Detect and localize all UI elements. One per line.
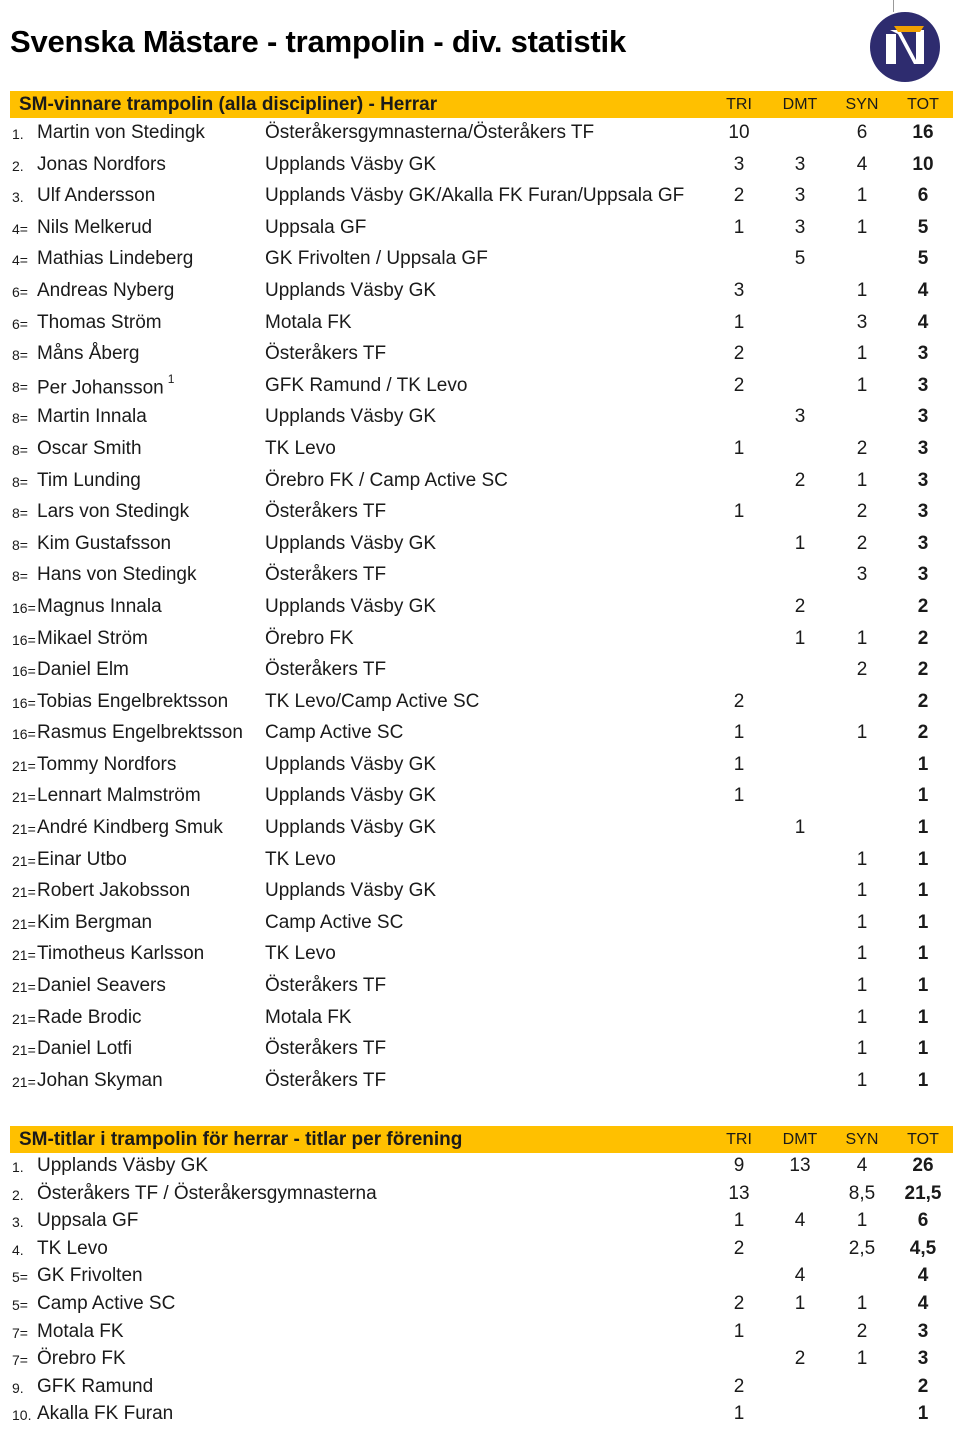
club-cell: Upplands Väsby GK <box>265 279 437 301</box>
table-row <box>10 122 953 154</box>
syn-cell: 4 <box>856 153 868 175</box>
rank-cell: 5= <box>12 1269 28 1286</box>
rank-cell: 8= <box>12 347 28 364</box>
table-row <box>10 185 953 217</box>
name-cell: Motala FK <box>37 1320 124 1342</box>
tri-cell: 3 <box>733 153 745 175</box>
name-cell: Camp Active SC <box>37 1292 176 1314</box>
rank-cell: 9. <box>12 1379 24 1396</box>
tot-cell: 1 <box>917 1006 929 1028</box>
rank-cell: 8= <box>12 505 28 522</box>
club-cell: GFK Ramund / TK Levo <box>265 374 468 396</box>
table-row <box>10 912 953 944</box>
name-cell: Tim Lunding <box>37 469 141 491</box>
tri-cell: 13 <box>728 1182 750 1204</box>
syn-cell: 6 <box>856 122 868 143</box>
tot-cell: 10 <box>912 153 934 175</box>
rank-cell: 5= <box>12 1296 28 1313</box>
rank-cell: 16= <box>12 663 36 680</box>
tot-cell: 3 <box>917 1348 929 1370</box>
syn-cell: 1 <box>856 911 868 933</box>
tot-cell: 2 <box>917 722 929 744</box>
dmt-cell: 2 <box>794 595 806 617</box>
tot-cell: 3 <box>917 1320 929 1342</box>
tot-cell: 4 <box>917 1265 929 1287</box>
tot-cell: 6 <box>917 1210 929 1232</box>
syn-cell: 1 <box>856 880 868 902</box>
rank-cell: 6= <box>12 283 28 300</box>
club-cell: Österåkers TF <box>265 564 387 586</box>
club-cell: Örebro FK / Camp Active SC <box>265 469 508 491</box>
table-row <box>10 596 953 628</box>
rank-cell: 6= <box>12 315 28 332</box>
table-row <box>10 371 953 407</box>
syn-cell: 1 <box>856 216 868 238</box>
club-cell: Motala FK <box>265 1006 352 1028</box>
rank-cell: 7= <box>12 1324 28 1341</box>
syn-cell: 1 <box>856 848 868 870</box>
name-cell: André Kindberg Smuk <box>37 817 223 839</box>
table-row <box>10 1210 953 1238</box>
syn-cell: 2 <box>856 1320 868 1342</box>
rank-cell: 21= <box>12 757 36 774</box>
table-row <box>10 754 953 786</box>
dmt-cell: 1 <box>794 1292 806 1314</box>
rank-cell: 7= <box>12 1352 28 1369</box>
rank-cell: 4= <box>12 220 28 237</box>
club-cell: Camp Active SC <box>265 722 404 744</box>
rank-cell: 21= <box>12 915 36 932</box>
dmt-cell: 3 <box>794 153 806 175</box>
rank-cell: 2. <box>12 157 24 174</box>
table-row <box>10 1348 953 1376</box>
club-cell: Upplands Väsby GK <box>265 880 437 902</box>
tot-cell: 3 <box>917 469 929 491</box>
name-cell: Tobias Engelbrektsson <box>37 690 229 712</box>
club-cell: TK Levo/Camp Active SC <box>265 690 480 712</box>
tot-cell: 1 <box>917 1038 929 1060</box>
tri-cell: 2 <box>733 185 745 207</box>
table-row <box>10 659 953 691</box>
name-cell: Martin von Stedingk <box>37 122 205 143</box>
rank-cell: 4= <box>12 252 28 269</box>
rank-cell: 2. <box>12 1186 24 1203</box>
name-cell: Måns Åberg <box>37 343 140 365</box>
club-cell: Motala FK <box>265 311 352 333</box>
tot-cell: 1 <box>917 1403 929 1425</box>
name-cell: Johan Skyman <box>37 1069 163 1091</box>
name-cell: Hans von Stedingk <box>37 564 197 586</box>
tot-cell: 3 <box>917 343 929 365</box>
table-row <box>10 533 953 565</box>
table-row <box>10 1293 953 1321</box>
table-row <box>10 564 953 596</box>
tri-cell: 2 <box>733 343 745 365</box>
syn-cell: 1 <box>856 943 868 965</box>
brand-logo-icon <box>868 10 942 84</box>
tot-cell: 1 <box>917 785 929 807</box>
table-row <box>10 849 953 881</box>
club-cell: TK Levo <box>265 943 336 965</box>
col-header-syn: SYN <box>845 1131 879 1148</box>
syn-cell: 1 <box>856 374 868 396</box>
table-row <box>10 1038 953 1070</box>
tot-cell: 3 <box>917 501 929 523</box>
tri-cell: 2 <box>733 690 745 712</box>
dmt-cell: 4 <box>794 1210 806 1232</box>
tot-cell: 1 <box>917 1069 929 1091</box>
clubs-list <box>10 1153 953 1431</box>
syn-cell: 2 <box>856 659 868 681</box>
name-cell: Kim Gustafsson <box>37 532 172 554</box>
club-cell: TK Levo <box>265 437 336 459</box>
table-row <box>10 248 953 280</box>
rank-cell: 21= <box>12 1042 36 1059</box>
table-row <box>10 1183 953 1211</box>
page-title: Svenska Mästare - trampolin - div. statistik <box>10 24 626 59</box>
tot-cell: 3 <box>917 564 929 586</box>
club-cell: Örebro FK <box>265 627 354 649</box>
name-cell: Andreas Nyberg <box>37 279 175 301</box>
name-cell: Mikael Ström <box>37 627 148 649</box>
col-header-tot: TOT <box>907 96 939 113</box>
table-row <box>10 817 953 849</box>
rank-cell: 21= <box>12 852 36 869</box>
table-row <box>10 280 953 312</box>
name-cell: Nils Melkerud <box>37 216 153 238</box>
table-row <box>10 722 953 754</box>
syn-cell: 3 <box>856 564 868 586</box>
dmt-cell: 1 <box>794 627 806 649</box>
table-row <box>10 691 953 723</box>
rank-cell: 1. <box>12 1159 24 1175</box>
tri-cell: 2 <box>733 374 745 396</box>
name-cell: Thomas Ström <box>37 311 162 333</box>
clubs-header-title: SM-titlar i trampolin för herrar - titlar per förening <box>19 1129 463 1150</box>
tri-cell: 1 <box>733 1320 745 1342</box>
winners-section <box>10 91 953 1101</box>
syn-cell: 1 <box>856 1069 868 1091</box>
dmt-cell: 4 <box>794 1265 806 1287</box>
tot-cell: 2 <box>917 1375 929 1397</box>
club-cell: Österåkers TF <box>265 1069 387 1091</box>
club-cell: Österåkers TF <box>265 659 387 681</box>
syn-cell: 1 <box>856 343 868 365</box>
clubs-header <box>10 1126 953 1153</box>
rank-cell: 8= <box>12 536 28 553</box>
col-header-syn: SYN <box>845 96 879 113</box>
name-cell: Lars von Stedingk <box>37 501 190 523</box>
tri-cell: 2 <box>733 1292 745 1314</box>
club-cell: Uppsala GF <box>265 216 367 238</box>
tot-cell: 1 <box>917 911 929 933</box>
tot-cell: 1 <box>917 753 929 775</box>
rank-cell: 21= <box>12 884 36 901</box>
tri-cell: 10 <box>728 122 750 143</box>
dmt-cell: 2 <box>794 1348 806 1370</box>
name-cell <box>37 371 175 399</box>
table-row <box>10 1265 953 1293</box>
tot-cell: 2 <box>917 659 929 681</box>
syn-cell: 2 <box>856 532 868 554</box>
name-cell: Lennart Malmström <box>37 785 201 807</box>
tri-cell: 1 <box>733 1403 745 1425</box>
syn-cell: 8,5 <box>848 1182 876 1204</box>
club-cell: Upplands Väsby GK <box>265 785 437 807</box>
syn-cell: 1 <box>856 1292 868 1314</box>
club-cell: TK Levo <box>265 848 336 870</box>
tri-cell: 1 <box>733 216 745 238</box>
name-cell: TK Levo <box>37 1237 108 1259</box>
name-cell: Magnus Innala <box>37 595 162 617</box>
table-row <box>10 501 953 533</box>
col-header-tri: TRI <box>726 96 752 113</box>
name-cell: Örebro FK <box>37 1348 126 1370</box>
dmt-cell: 1 <box>794 817 806 839</box>
name-cell: Rade Brodic <box>37 1006 142 1028</box>
table-row <box>10 406 953 438</box>
footnote-marker: 1 <box>167 371 175 386</box>
club-cell: Camp Active SC <box>265 911 404 933</box>
rank-cell: 8= <box>12 410 28 427</box>
tri-cell: 1 <box>733 785 745 807</box>
table-row <box>10 628 953 660</box>
rank-cell: 16= <box>12 726 36 743</box>
syn-cell: 2 <box>856 501 868 523</box>
syn-cell: 1 <box>856 185 868 207</box>
rank-cell: 8= <box>12 441 28 458</box>
col-header-tot: TOT <box>907 1131 939 1148</box>
club-cell: Upplands Väsby GK <box>265 153 437 175</box>
syn-cell: 2 <box>856 437 868 459</box>
table-row <box>10 312 953 344</box>
tot-cell: 3 <box>917 532 929 554</box>
table-row <box>10 880 953 912</box>
name-cell: Daniel Seavers <box>37 975 166 997</box>
dmt-cell: 5 <box>794 248 806 270</box>
tot-cell: 5 <box>917 216 929 238</box>
rank-cell: 21= <box>12 1073 36 1090</box>
table-row <box>10 1238 953 1266</box>
rank-cell: 16= <box>12 631 36 648</box>
table-row <box>10 975 953 1007</box>
tot-cell: 26 <box>912 1155 934 1176</box>
tot-cell: 6 <box>917 185 929 207</box>
syn-cell: 1 <box>856 722 868 744</box>
tri-cell: 2 <box>733 1375 745 1397</box>
rank-cell: 10. <box>12 1407 32 1424</box>
syn-cell: 4 <box>856 1155 868 1176</box>
tot-cell: 3 <box>917 406 929 428</box>
syn-cell: 1 <box>856 627 868 649</box>
name-cell: Oscar Smith <box>37 437 142 459</box>
rank-cell: 21= <box>12 947 36 964</box>
col-header-tri: TRI <box>726 1131 752 1148</box>
winners-header <box>10 91 953 118</box>
rank-cell: 3. <box>12 1214 24 1231</box>
rank-cell: 3. <box>12 189 24 206</box>
tri-cell: 1 <box>733 437 745 459</box>
tot-cell: 2 <box>917 627 929 649</box>
rank-cell: 4. <box>12 1241 24 1258</box>
club-cell: Upplands Väsby GK <box>265 595 437 617</box>
dmt-cell: 13 <box>789 1155 811 1176</box>
syn-cell: 2,5 <box>848 1237 876 1259</box>
club-cell: Österåkers TF <box>265 343 387 365</box>
name-cell: Akalla FK Furan <box>37 1403 174 1425</box>
table-row <box>10 438 953 470</box>
club-cell: Österåkers TF <box>265 1038 387 1060</box>
tri-cell: 1 <box>733 722 745 744</box>
table-row <box>10 943 953 975</box>
tot-cell: 5 <box>917 248 929 270</box>
name-cell: Daniel Elm <box>37 659 129 681</box>
club-cell: Upplands Väsby GK <box>265 532 437 554</box>
name-cell: Timotheus Karlsson <box>37 943 205 965</box>
rank-cell: 8= <box>12 473 28 490</box>
winners-header-title: SM-vinnare trampolin (alla discipliner) - Herrar <box>19 94 438 115</box>
tot-cell: 2 <box>917 690 929 712</box>
winners-list <box>10 118 953 1101</box>
table-row <box>10 1070 953 1102</box>
club-cell: Upplands Väsby GK <box>265 817 437 839</box>
name-cell: GK Frivolten <box>37 1265 143 1287</box>
rank-cell: 8= <box>12 568 28 585</box>
tot-cell: 16 <box>912 122 934 143</box>
rank-cell: 8= <box>12 378 28 395</box>
table-row <box>10 154 953 186</box>
tot-cell: 1 <box>917 817 929 839</box>
table-row <box>10 1376 953 1404</box>
tot-cell: 4 <box>917 1292 929 1314</box>
tot-cell: 2 <box>917 595 929 617</box>
tri-cell: 2 <box>733 1237 745 1259</box>
name-cell: Daniel Lotfi <box>37 1038 133 1060</box>
name-cell: Mathias Lindeberg <box>37 248 194 270</box>
rank-cell: 16= <box>12 694 36 711</box>
dmt-cell: 3 <box>794 406 806 428</box>
tot-cell: 1 <box>917 848 929 870</box>
syn-cell: 1 <box>856 1348 868 1370</box>
name-cell: Einar Utbo <box>37 848 127 870</box>
rank-cell: 21= <box>12 821 36 838</box>
rank-cell: 16= <box>12 599 36 616</box>
tri-cell: 1 <box>733 501 745 523</box>
clubs-section <box>10 1126 953 1431</box>
syn-cell: 1 <box>856 469 868 491</box>
club-cell: Upplands Väsby GK/Akalla FK Furan/Uppsala GF <box>265 185 685 207</box>
tot-cell: 1 <box>917 943 929 965</box>
table-row <box>10 470 953 502</box>
table-row <box>10 217 953 249</box>
name-cell: Jonas Nordfors <box>37 153 166 175</box>
dmt-cell: 2 <box>794 469 806 491</box>
syn-cell: 1 <box>856 1038 868 1060</box>
syn-cell: 1 <box>856 1006 868 1028</box>
tot-cell: 1 <box>917 880 929 902</box>
tri-cell: 1 <box>733 753 745 775</box>
rank-cell: 1. <box>12 126 24 142</box>
club-cell: Upplands Väsby GK <box>265 406 437 428</box>
name-cell: Österåkers TF / Österåkersgymnasterna <box>37 1182 377 1204</box>
club-cell: Österåkers TF <box>265 501 387 523</box>
tri-cell: 3 <box>733 279 745 301</box>
tot-cell: 1 <box>917 975 929 997</box>
name-cell: Uppsala GF <box>37 1210 139 1232</box>
name-cell: Tommy Nordfors <box>37 753 177 775</box>
syn-cell: 1 <box>856 1210 868 1232</box>
table-row <box>10 1403 953 1431</box>
rank-cell: 21= <box>12 1010 36 1027</box>
syn-cell: 1 <box>856 975 868 997</box>
tot-cell: 3 <box>917 374 929 396</box>
name-cell: Kim Bergman <box>37 911 153 933</box>
name-cell: Robert Jakobsson <box>37 880 191 902</box>
club-cell: Österåkersgymnasterna/Österåkers TF <box>265 122 595 143</box>
name-text: Per Johansson <box>37 377 164 399</box>
col-header-dmt: DMT <box>782 96 818 113</box>
tot-cell: 4 <box>917 311 929 333</box>
table-row <box>10 1155 953 1183</box>
name-cell: GFK Ramund <box>37 1375 154 1397</box>
club-cell: GK Frivolten / Uppsala GF <box>265 248 488 270</box>
dmt-cell: 3 <box>794 185 806 207</box>
dmt-cell: 1 <box>794 532 806 554</box>
club-cell: Upplands Väsby GK <box>265 753 437 775</box>
tot-cell: 4 <box>917 279 929 301</box>
rank-cell: 21= <box>12 979 36 996</box>
name-cell: Martin Innala <box>37 406 147 428</box>
dmt-cell: 3 <box>794 216 806 238</box>
name-cell: Upplands Väsby GK <box>37 1155 209 1176</box>
table-row <box>10 343 953 375</box>
club-cell: Österåkers TF <box>265 975 387 997</box>
name-cell: Rasmus Engelbrektsson <box>37 722 243 744</box>
table-row <box>10 1007 953 1039</box>
table-row <box>10 1321 953 1349</box>
table-row <box>10 785 953 817</box>
rank-cell: 21= <box>12 789 36 806</box>
syn-cell: 3 <box>856 311 868 333</box>
tri-cell: 1 <box>733 311 745 333</box>
tot-cell: 3 <box>917 437 929 459</box>
tot-cell: 21,5 <box>904 1182 942 1204</box>
name-cell: Ulf Andersson <box>37 185 156 207</box>
col-header-dmt: DMT <box>782 1131 818 1148</box>
tri-cell: 1 <box>733 1210 745 1232</box>
tot-cell: 4,5 <box>909 1237 937 1259</box>
syn-cell: 1 <box>856 279 868 301</box>
tri-cell: 9 <box>733 1155 745 1176</box>
